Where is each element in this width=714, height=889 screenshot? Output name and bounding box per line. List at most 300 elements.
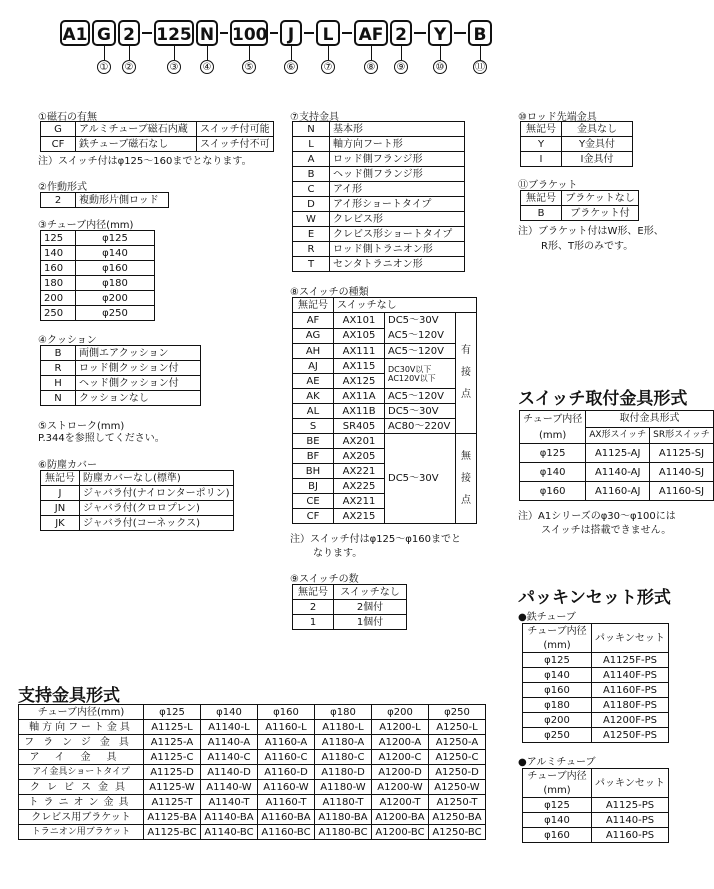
table-cell: Y <box>521 137 562 152</box>
support-table <box>18 704 486 840</box>
leader-line <box>104 46 105 60</box>
table-cell: φ180 <box>315 705 372 720</box>
table-cell: 160 <box>41 261 76 276</box>
table-cell: センタトラニオン形 <box>330 257 465 272</box>
table-cell: 250 <box>41 306 76 321</box>
table-row <box>19 825 486 840</box>
table-cell: 180 <box>41 276 76 291</box>
table-cell: φ160 <box>523 828 592 843</box>
table-row <box>293 404 477 419</box>
section-title-bore: ③チューブ内径(mm) <box>38 220 134 231</box>
table-cell: 接 <box>461 367 471 378</box>
mount-table <box>292 121 465 272</box>
switch-qty-table <box>292 584 407 630</box>
leader-line <box>129 46 130 60</box>
table-cell: 有 <box>461 345 471 356</box>
table-row <box>523 624 669 639</box>
table-row <box>520 411 714 428</box>
table-cell: JK <box>41 516 80 531</box>
table-cell: A1180-A <box>315 735 372 750</box>
table-cell: クレビス形 <box>330 212 465 227</box>
table-row <box>41 361 201 376</box>
table-row <box>523 698 669 713</box>
section-title-action: ②作動形式 <box>38 182 87 193</box>
table-cell: A1140-A <box>201 735 258 750</box>
table-cell: A1250-C <box>429 750 486 765</box>
table-cell: AX11B <box>334 404 385 419</box>
code-part-magnet: G <box>92 20 116 46</box>
table-cell: 複動形片側ロッド <box>76 193 169 208</box>
leader-line <box>440 46 441 60</box>
table-cell: CF <box>293 509 334 524</box>
support-title: 支持金具形式 <box>18 686 120 706</box>
table-cell: A <box>293 152 330 167</box>
table-cell: AC80～220V <box>385 419 456 434</box>
packing-alu-label: ●アルミチューブ <box>518 757 596 768</box>
code-part-cushion: N <box>196 20 218 46</box>
table-cell: A1160-W <box>258 780 315 795</box>
action-table <box>40 192 169 208</box>
code-number: ① <box>97 60 111 74</box>
table-cell: φ140 <box>520 463 586 482</box>
table-cell: A1125-AJ <box>586 444 650 463</box>
table-cell: A1125-C <box>144 750 201 765</box>
table-cell: 基本形 <box>330 122 465 137</box>
table-row <box>41 122 274 137</box>
code-part-stroke: 100 <box>230 20 268 46</box>
leader-line <box>174 46 175 60</box>
switch-mount-note: 注）A1シリーズのφ30～φ100には <box>518 511 676 522</box>
table-cell: I金具付 <box>562 152 633 167</box>
table-cell: A1180-W <box>315 780 372 795</box>
table-cell: 点 <box>461 389 471 400</box>
table-cell: A1140-D <box>201 765 258 780</box>
table-cell: AH <box>293 344 334 359</box>
table-cell: R <box>41 361 76 376</box>
table-cell: φ140 <box>201 705 258 720</box>
table-cell: パッキンセット <box>592 624 669 653</box>
bracket-note-2: R形、T形のみです。 <box>541 241 634 252</box>
code-number: ⑧ <box>364 60 378 74</box>
table-cell: A1180-D <box>315 765 372 780</box>
table-cell: A1125-T <box>144 795 201 810</box>
table-cell: A1140F-PS <box>592 668 669 683</box>
table-cell: アイ形 <box>330 182 465 197</box>
table-cell: トラニオン金具 <box>19 795 144 810</box>
table-cell: BE <box>293 434 334 449</box>
table-cell: A1160-C <box>258 750 315 765</box>
table-cell <box>385 313 456 344</box>
table-cell: AX215 <box>334 509 385 524</box>
table-cell: ロッド側クッション付 <box>76 361 201 376</box>
table-cell: 2個付 <box>334 600 407 615</box>
table-cell: A1160F-PS <box>592 683 669 698</box>
table-cell: T <box>293 257 330 272</box>
table-row <box>41 306 155 321</box>
table-cell: ヘッド側フランジ形 <box>330 167 465 182</box>
table-cell: 140 <box>41 246 76 261</box>
switch-table <box>292 297 477 524</box>
table-cell: アルミチューブ磁石内蔵 <box>76 122 197 137</box>
bore-table <box>40 230 155 321</box>
table-cell: A1140-SJ <box>650 463 714 482</box>
table-cell: φ250 <box>429 705 486 720</box>
table-cell: A1200-T <box>372 795 429 810</box>
table-cell: E <box>293 227 330 242</box>
table-cell: A1250F-PS <box>592 728 669 743</box>
table-row <box>523 668 669 683</box>
table-row <box>523 813 669 828</box>
table-row <box>521 137 633 152</box>
table-cell: A1125-A <box>144 735 201 750</box>
table-cell: AG <box>293 328 334 344</box>
table-cell: A1200-BC <box>372 825 429 840</box>
table-cell: A1160-L <box>258 720 315 735</box>
section-title-stroke: ⑤ストローク(mm) <box>38 421 125 432</box>
table-row <box>523 713 669 728</box>
table-cell: A1140-BA <box>201 810 258 825</box>
table-row <box>520 482 714 501</box>
code-part-switch: AF <box>354 20 388 46</box>
table-cell: A1200-L <box>372 720 429 735</box>
table-row <box>19 765 486 780</box>
table-cell: ジャバラ付(ナイロンターポリン) <box>80 486 234 501</box>
table-cell: A1125-D <box>144 765 201 780</box>
table-cell: G <box>41 122 76 137</box>
code-number: ⑦ <box>321 60 335 74</box>
table-cell: SR形スイッチ <box>650 427 714 444</box>
table-cell: ロッド側フランジ形 <box>330 152 465 167</box>
leader-line <box>371 46 372 60</box>
table-cell: 1個付 <box>334 615 407 630</box>
table-cell: A1200-C <box>372 750 429 765</box>
table-row <box>293 585 407 600</box>
leader-line <box>328 46 329 60</box>
switch-note: 注）スイッチ付はφ125～φ160までと <box>290 534 461 545</box>
code-dash <box>142 32 152 34</box>
table-cell: 無記号 <box>41 471 80 486</box>
table-cell: 無記号 <box>521 191 562 206</box>
table-cell: φ200 <box>372 705 429 720</box>
code-dash <box>414 32 426 34</box>
packing-alu-table <box>522 768 669 843</box>
table-cell: BF <box>293 449 334 464</box>
table-cell: チューブ内径 <box>520 411 586 428</box>
table-cell: AX221 <box>334 464 385 479</box>
table-cell: AX225 <box>334 479 385 494</box>
table-cell: A1180-C <box>315 750 372 765</box>
table-cell: φ140 <box>523 668 592 683</box>
table-cell: A1125-PS <box>592 798 669 813</box>
table-cell: ロッド側トラニオン形 <box>330 242 465 257</box>
packing-iron-table <box>522 623 669 743</box>
table-row <box>293 600 407 615</box>
table-cell: N <box>41 391 76 406</box>
table-cell: A1160-PS <box>592 828 669 843</box>
switch-mount-title: スイッチ取付金具形式 <box>518 389 688 409</box>
table-cell: φ180 <box>76 276 155 291</box>
table-cell: クッションなし <box>76 391 201 406</box>
table-row <box>41 261 155 276</box>
table-cell: ヘッド側クッション付 <box>76 376 201 391</box>
table-cell: AL <box>293 404 334 419</box>
table-cell: AX211 <box>334 494 385 509</box>
table-row <box>41 231 155 246</box>
table-cell: φ125 <box>76 231 155 246</box>
table-row <box>523 828 669 843</box>
table-cell: AX105 <box>334 328 385 344</box>
table-row <box>293 182 465 197</box>
table-cell: 防塵カバーなし(標準) <box>80 471 234 486</box>
switch-note-2: なります。 <box>313 548 363 559</box>
table-cell: R <box>293 242 330 257</box>
table-cell: A1125-BC <box>144 825 201 840</box>
table-cell: φ125 <box>523 798 592 813</box>
table-row <box>19 795 486 810</box>
table-cell: A1250-BC <box>429 825 486 840</box>
table-cell: A1140-BC <box>201 825 258 840</box>
table-cell: 接 <box>461 472 471 484</box>
table-cell: 1 <box>293 615 334 630</box>
table-cell: AE <box>293 374 334 389</box>
table-cell: φ160 <box>258 705 315 720</box>
table-cell: AF <box>293 313 334 329</box>
table-cell: A1160-AJ <box>586 482 650 501</box>
table-row <box>293 152 465 167</box>
code-number: ④ <box>200 60 214 74</box>
table-cell: 点 <box>461 494 471 506</box>
table-cell: φ160 <box>520 482 586 501</box>
table-cell: DC5～30V <box>388 315 439 326</box>
table-cell: 2 <box>293 600 334 615</box>
table-row <box>293 137 465 152</box>
table-cell: ブラケットなし <box>562 191 639 206</box>
table-cell: AX101 <box>334 313 385 329</box>
table-cell <box>456 313 477 434</box>
table-row <box>19 780 486 795</box>
code-number: ⑥ <box>284 60 298 74</box>
table-cell: スイッチ付不可 <box>197 137 274 152</box>
table-cell: A1180F-PS <box>592 698 669 713</box>
table-cell: A1250-T <box>429 795 486 810</box>
boot-table <box>40 470 234 531</box>
section-title-mount: ⑦支持金具 <box>290 112 339 123</box>
table-row <box>19 705 486 720</box>
table-cell: Y金具付 <box>562 137 633 152</box>
table-cell: A1250-L <box>429 720 486 735</box>
table-cell: 無記号 <box>293 298 334 313</box>
table-row <box>523 683 669 698</box>
table-cell: A1140-W <box>201 780 258 795</box>
packing-title: パッキンセット形式 <box>518 588 671 608</box>
bracket-table <box>520 190 639 221</box>
table-row <box>293 212 465 227</box>
table-cell: φ160 <box>523 683 592 698</box>
table-cell: A1180-BC <box>315 825 372 840</box>
table-row <box>520 444 714 463</box>
table-cell: A1160-A <box>258 735 315 750</box>
table-row <box>520 427 714 444</box>
table-cell: φ140 <box>76 246 155 261</box>
table-cell: ブラケット付 <box>562 206 639 221</box>
code-number: ③ <box>167 60 181 74</box>
leader-line <box>207 46 208 60</box>
table-cell: A1180-T <box>315 795 372 810</box>
table-row <box>523 728 669 743</box>
table-row <box>19 735 486 750</box>
magnet-table <box>40 121 274 152</box>
code-part-bore: 125 <box>154 20 194 46</box>
table-cell: A1200-BA <box>372 810 429 825</box>
section-title-switch-qty: ⑨スイッチの数 <box>290 574 359 585</box>
table-row <box>293 359 477 374</box>
table-cell: AC5～120V <box>388 330 444 341</box>
table-cell: クレビス形ショートタイプ <box>330 227 465 242</box>
table-cell: φ200 <box>76 291 155 306</box>
table-cell: A1160-BC <box>258 825 315 840</box>
code-part-series: A1 <box>60 20 90 46</box>
table-cell: アイ金具 <box>19 750 144 765</box>
code-dash <box>342 32 352 34</box>
table-row <box>41 246 155 261</box>
table-cell: A1140-AJ <box>586 463 650 482</box>
leader-line <box>249 46 250 60</box>
table-cell: φ250 <box>523 728 592 743</box>
code-part-action: 2 <box>118 20 140 46</box>
table-cell: A1160-BA <box>258 810 315 825</box>
table-cell: A1125-W <box>144 780 201 795</box>
table-row <box>41 291 155 306</box>
table-row <box>523 769 669 784</box>
table-row <box>293 197 465 212</box>
section-title-rod-end: ⑩ロッド先端金具 <box>518 112 597 123</box>
bracket-note: 注）ブラケット付はW形、E形、 <box>518 226 664 237</box>
table-cell: トラニオン用ブラケット <box>19 825 144 840</box>
table-cell: チューブ内径(mm) <box>19 705 144 720</box>
table-cell: A1140-PS <box>592 813 669 828</box>
table-cell: アイ形ショートタイプ <box>330 197 465 212</box>
table-cell: A1200-D <box>372 765 429 780</box>
table-cell: AX11A <box>334 389 385 404</box>
table-cell: フランジ金具 <box>19 735 144 750</box>
code-dash <box>454 32 466 34</box>
table-cell: A1160-D <box>258 765 315 780</box>
table-cell: C <box>293 182 330 197</box>
table-row <box>19 720 486 735</box>
table-cell: パッキンセット <box>592 769 669 798</box>
table-row <box>293 257 465 272</box>
table-cell: AX115 <box>334 359 385 374</box>
table-row <box>521 206 639 221</box>
table-row <box>523 653 669 668</box>
code-number: ⑨ <box>394 60 408 74</box>
table-cell: A1125-BA <box>144 810 201 825</box>
table-row <box>41 471 234 486</box>
table-cell: スイッチなし <box>334 585 407 600</box>
code-dash <box>220 32 228 34</box>
table-cell: DC5～30V <box>385 434 456 524</box>
table-cell: A1180-BA <box>315 810 372 825</box>
table-cell: スイッチ付可能 <box>197 122 274 137</box>
table-row <box>293 227 465 242</box>
table-cell: A1200F-PS <box>592 713 669 728</box>
table-cell: AK <box>293 389 334 404</box>
table-cell: AC5～120V <box>385 344 456 359</box>
table-row <box>293 344 477 359</box>
table-cell: チューブ内径 <box>523 769 592 784</box>
table-cell: φ125 <box>520 444 586 463</box>
table-cell: AX形スイッチ <box>586 427 650 444</box>
table-row <box>41 376 201 391</box>
table-cell: 軸方向フート金具 <box>19 720 144 735</box>
table-cell: B <box>521 206 562 221</box>
table-row <box>41 276 155 291</box>
table-cell: 両側エアクッション <box>76 346 201 361</box>
table-row <box>293 298 477 313</box>
table-cell: SR405 <box>334 419 385 434</box>
leader-line <box>401 46 402 60</box>
table-row <box>293 419 477 434</box>
switch-mount-table <box>519 410 714 501</box>
code-number: ⑩ <box>433 60 447 74</box>
table-cell: (mm) <box>523 783 592 798</box>
table-row <box>41 391 201 406</box>
code-number: ⑤ <box>242 60 256 74</box>
table-cell: アイ金具ショートタイプ <box>19 765 144 780</box>
table-row <box>293 167 465 182</box>
table-cell: φ140 <box>523 813 592 828</box>
code-part-bracket: B <box>468 20 492 46</box>
table-cell: 無記号 <box>293 585 334 600</box>
table-cell: B <box>293 167 330 182</box>
cushion-table <box>40 345 201 406</box>
table-cell: 無 <box>461 450 471 462</box>
table-cell: ジャバラ付(クロロプレン) <box>80 501 234 516</box>
switch-mount-note-2: スイッチは搭載できません。 <box>541 525 672 536</box>
table-cell: 2 <box>41 193 76 208</box>
stroke-note: P.344を参照してください。 <box>38 433 165 444</box>
code-number: ⑪ <box>475 62 485 73</box>
table-cell: A1250-D <box>429 765 486 780</box>
table-cell: チューブ内径 <box>523 624 592 639</box>
table-row <box>41 501 234 516</box>
table-cell: φ160 <box>76 261 155 276</box>
table-cell: CE <box>293 494 334 509</box>
table-row <box>293 313 477 329</box>
code-part-switch-qty: 2 <box>390 20 412 46</box>
table-cell: CF <box>41 137 76 152</box>
leader-line <box>291 46 292 60</box>
table-cell: DC30V以下 <box>388 364 432 374</box>
table-cell: A1180-L <box>315 720 372 735</box>
table-row <box>520 463 714 482</box>
table-cell: H <box>41 376 76 391</box>
table-cell: 無記号 <box>521 122 562 137</box>
table-row <box>41 516 234 531</box>
table-cell: D <box>293 197 330 212</box>
table-row <box>521 122 633 137</box>
table-cell: A1250-BA <box>429 810 486 825</box>
table-cell: 鉄チューブ磁石なし <box>76 137 197 152</box>
table-cell: クレビス金具 <box>19 780 144 795</box>
code-dash <box>304 32 314 34</box>
table-cell: 金具なし <box>562 122 633 137</box>
leader-line <box>480 46 481 60</box>
table-row <box>521 152 633 167</box>
code-number: ② <box>122 60 136 74</box>
table-cell: AX125 <box>334 374 385 389</box>
table-cell: (mm) <box>520 427 586 444</box>
